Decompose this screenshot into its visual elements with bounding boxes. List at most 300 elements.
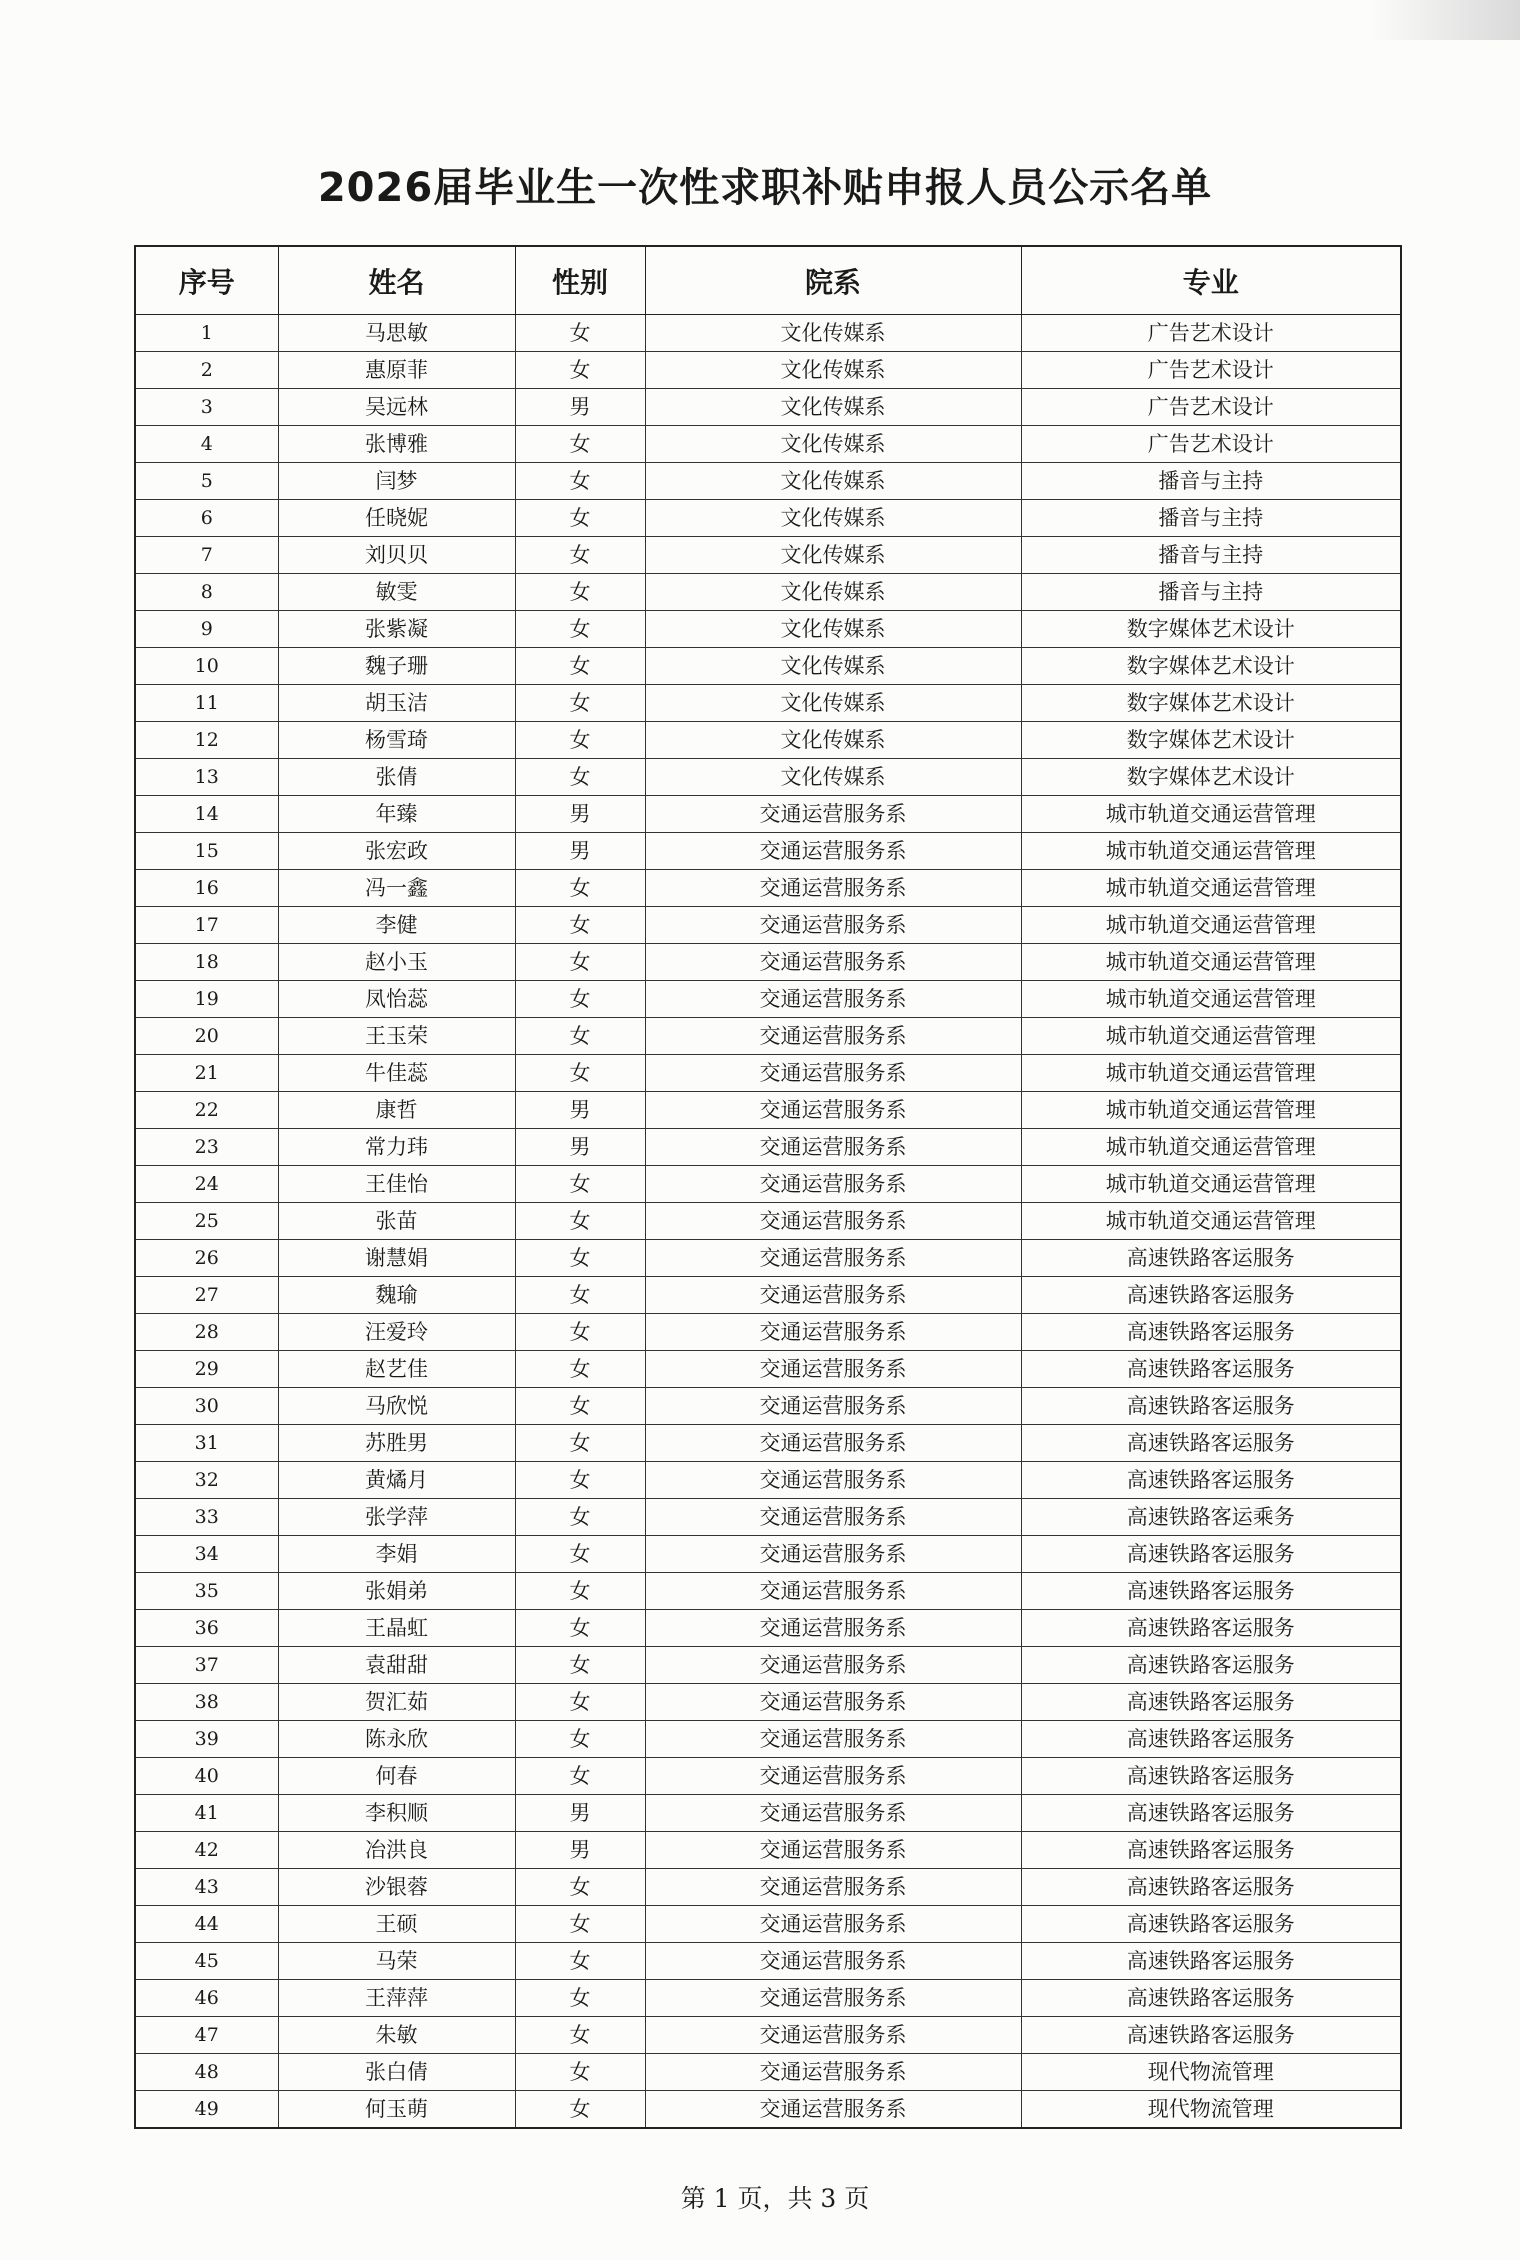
cell-no: 27 xyxy=(135,1277,278,1314)
cell-major: 广告艺术设计 xyxy=(1021,426,1401,463)
cell-name: 何春 xyxy=(278,1758,515,1795)
cell-major: 高速铁路客运服务 xyxy=(1021,1462,1401,1499)
cell-gender: 女 xyxy=(515,944,645,981)
header-serial-number: 序号 xyxy=(135,246,278,315)
document-title: 2026届毕业生一次性求职补贴申报人员公示名单 xyxy=(317,165,1213,211)
table-body xyxy=(135,315,1401,2129)
table-row xyxy=(135,389,1401,426)
table-row xyxy=(135,1277,1401,1314)
cell-major: 播音与主持 xyxy=(1021,500,1401,537)
cell-name: 李娟 xyxy=(278,1536,515,1573)
cell-name: 冯一鑫 xyxy=(278,870,515,907)
cell-gender: 女 xyxy=(515,1721,645,1758)
cell-no: 45 xyxy=(135,1943,278,1980)
cell-gender: 女 xyxy=(515,981,645,1018)
cell-no: 42 xyxy=(135,1832,278,1869)
header-name: 姓名 xyxy=(278,246,515,315)
cell-major: 高速铁路客运服务 xyxy=(1021,1906,1401,1943)
cell-major: 数字媒体艺术设计 xyxy=(1021,685,1401,722)
table-row xyxy=(135,1462,1401,1499)
cell-gender: 女 xyxy=(515,1055,645,1092)
cell-gender: 女 xyxy=(515,870,645,907)
cell-major: 数字媒体艺术设计 xyxy=(1021,759,1401,796)
cell-major: 城市轨道交通运营管理 xyxy=(1021,796,1401,833)
table-row xyxy=(135,1795,1401,1832)
cell-no: 4 xyxy=(135,426,278,463)
table-row xyxy=(135,537,1401,574)
cell-name: 马欣悦 xyxy=(278,1388,515,1425)
header-department: 院系 xyxy=(645,246,1021,315)
cell-major: 高速铁路客运服务 xyxy=(1021,1573,1401,1610)
cell-no: 32 xyxy=(135,1462,278,1499)
cell-name: 王萍萍 xyxy=(278,1980,515,2017)
cell-name: 任晓妮 xyxy=(278,500,515,537)
cell-department: 文化传媒系 xyxy=(645,315,1021,352)
cell-gender: 男 xyxy=(515,1129,645,1166)
cell-no: 33 xyxy=(135,1499,278,1536)
cell-name: 沙银蓉 xyxy=(278,1869,515,1906)
table-row xyxy=(135,870,1401,907)
cell-name: 汪爱玲 xyxy=(278,1314,515,1351)
cell-name: 张紫凝 xyxy=(278,611,515,648)
table-row xyxy=(135,1240,1401,1277)
table-row xyxy=(135,426,1401,463)
cell-gender: 女 xyxy=(515,352,645,389)
cell-no: 25 xyxy=(135,1203,278,1240)
cell-gender: 女 xyxy=(515,2054,645,2091)
cell-name: 朱敏 xyxy=(278,2017,515,2054)
cell-major: 高速铁路客运服务 xyxy=(1021,1684,1401,1721)
cell-gender: 男 xyxy=(515,1832,645,1869)
cell-name: 王玉荣 xyxy=(278,1018,515,1055)
cell-name: 李积顺 xyxy=(278,1795,515,1832)
cell-no: 38 xyxy=(135,1684,278,1721)
cell-name: 年臻 xyxy=(278,796,515,833)
table-row xyxy=(135,574,1401,611)
table-row xyxy=(135,1129,1401,1166)
table-row xyxy=(135,1351,1401,1388)
table-row xyxy=(135,1647,1401,1684)
table-row xyxy=(135,685,1401,722)
cell-name: 凤怡蕊 xyxy=(278,981,515,1018)
cell-name: 谢慧娟 xyxy=(278,1240,515,1277)
cell-major: 播音与主持 xyxy=(1021,574,1401,611)
cell-no: 41 xyxy=(135,1795,278,1832)
cell-name: 张倩 xyxy=(278,759,515,796)
cell-gender: 女 xyxy=(515,1314,645,1351)
cell-department: 交通运营服务系 xyxy=(645,1240,1021,1277)
table-row xyxy=(135,648,1401,685)
cell-name: 陈永欣 xyxy=(278,1721,515,1758)
cell-major: 高速铁路客运服务 xyxy=(1021,2017,1401,2054)
cell-major: 城市轨道交通运营管理 xyxy=(1021,1129,1401,1166)
cell-major: 高速铁路客运服务 xyxy=(1021,1980,1401,2017)
cell-gender: 女 xyxy=(515,1166,645,1203)
cell-gender: 女 xyxy=(515,1869,645,1906)
cell-no: 2 xyxy=(135,352,278,389)
cell-department: 交通运营服务系 xyxy=(645,1721,1021,1758)
cell-name: 王晶虹 xyxy=(278,1610,515,1647)
cell-name: 牛佳蕊 xyxy=(278,1055,515,1092)
cell-gender: 女 xyxy=(515,1647,645,1684)
cell-no: 40 xyxy=(135,1758,278,1795)
cell-no: 9 xyxy=(135,611,278,648)
cell-major: 城市轨道交通运营管理 xyxy=(1021,1055,1401,1092)
cell-major: 高速铁路客运服务 xyxy=(1021,1869,1401,1906)
cell-major: 数字媒体艺术设计 xyxy=(1021,722,1401,759)
cell-name: 黄燏月 xyxy=(278,1462,515,1499)
table-row xyxy=(135,1314,1401,1351)
cell-department: 交通运营服务系 xyxy=(645,944,1021,981)
cell-major: 数字媒体艺术设计 xyxy=(1021,611,1401,648)
cell-department: 交通运营服务系 xyxy=(645,1795,1021,1832)
table-row xyxy=(135,1536,1401,1573)
cell-gender: 女 xyxy=(515,1499,645,1536)
table-row xyxy=(135,2054,1401,2091)
table-row xyxy=(135,2091,1401,2129)
header-gender: 性别 xyxy=(515,246,645,315)
cell-gender: 女 xyxy=(515,1018,645,1055)
cell-major: 数字媒体艺术设计 xyxy=(1021,648,1401,685)
cell-gender: 女 xyxy=(515,1425,645,1462)
cell-department: 交通运营服务系 xyxy=(645,1277,1021,1314)
cell-major: 城市轨道交通运营管理 xyxy=(1021,981,1401,1018)
cell-department: 交通运营服务系 xyxy=(645,1906,1021,1943)
cell-name: 魏子珊 xyxy=(278,648,515,685)
cell-department: 交通运营服务系 xyxy=(645,981,1021,1018)
table-row xyxy=(135,1610,1401,1647)
cell-department: 交通运营服务系 xyxy=(645,1388,1021,1425)
cell-major: 高速铁路客运服务 xyxy=(1021,1277,1401,1314)
cell-major: 高速铁路客运服务 xyxy=(1021,1425,1401,1462)
table-row xyxy=(135,1092,1401,1129)
cell-no: 36 xyxy=(135,1610,278,1647)
cell-department: 交通运营服务系 xyxy=(645,1869,1021,1906)
scan-edge-shadow xyxy=(1370,0,1520,40)
cell-name: 赵小玉 xyxy=(278,944,515,981)
cell-no: 44 xyxy=(135,1906,278,1943)
cell-major: 播音与主持 xyxy=(1021,537,1401,574)
cell-department: 交通运营服务系 xyxy=(645,1684,1021,1721)
table-row xyxy=(135,981,1401,1018)
cell-major: 广告艺术设计 xyxy=(1021,315,1401,352)
table-row xyxy=(135,833,1401,870)
cell-no: 19 xyxy=(135,981,278,1018)
cell-no: 14 xyxy=(135,796,278,833)
cell-no: 5 xyxy=(135,463,278,500)
table-row xyxy=(135,1721,1401,1758)
table-row xyxy=(135,1906,1401,1943)
cell-major: 城市轨道交通运营管理 xyxy=(1021,907,1401,944)
cell-department: 交通运营服务系 xyxy=(645,2091,1021,2129)
table-row xyxy=(135,1684,1401,1721)
cell-gender: 女 xyxy=(515,1351,645,1388)
table-row xyxy=(135,1832,1401,1869)
cell-gender: 女 xyxy=(515,1277,645,1314)
cell-name: 李健 xyxy=(278,907,515,944)
cell-department: 交通运营服务系 xyxy=(645,796,1021,833)
cell-major: 现代物流管理 xyxy=(1021,2054,1401,2091)
cell-department: 交通运营服务系 xyxy=(645,1314,1021,1351)
cell-no: 20 xyxy=(135,1018,278,1055)
cell-gender: 男 xyxy=(515,833,645,870)
cell-no: 46 xyxy=(135,1980,278,2017)
cell-gender: 女 xyxy=(515,1943,645,1980)
cell-name: 张博雅 xyxy=(278,426,515,463)
cell-major: 高速铁路客运服务 xyxy=(1021,1758,1401,1795)
cell-name: 闫梦 xyxy=(278,463,515,500)
cell-department: 交通运营服务系 xyxy=(645,1425,1021,1462)
table-row xyxy=(135,907,1401,944)
cell-gender: 女 xyxy=(515,1573,645,1610)
cell-major: 高速铁路客运服务 xyxy=(1021,1610,1401,1647)
cell-gender: 男 xyxy=(515,389,645,426)
cell-department: 交通运营服务系 xyxy=(645,2017,1021,2054)
cell-name: 常力玮 xyxy=(278,1129,515,1166)
cell-name: 张学萍 xyxy=(278,1499,515,1536)
header-major: 专业 xyxy=(1021,246,1401,315)
table-row xyxy=(135,1758,1401,1795)
cell-department: 交通运营服务系 xyxy=(645,870,1021,907)
cell-gender: 女 xyxy=(515,648,645,685)
cell-gender: 女 xyxy=(515,574,645,611)
cell-name: 马荣 xyxy=(278,1943,515,1980)
table-row xyxy=(135,1018,1401,1055)
cell-no: 37 xyxy=(135,1647,278,1684)
cell-major: 播音与主持 xyxy=(1021,463,1401,500)
cell-gender: 女 xyxy=(515,1610,645,1647)
cell-no: 15 xyxy=(135,833,278,870)
cell-department: 交通运营服务系 xyxy=(645,1943,1021,1980)
cell-name: 张白倩 xyxy=(278,2054,515,2091)
cell-no: 49 xyxy=(135,2091,278,2129)
table-row xyxy=(135,1869,1401,1906)
cell-no: 43 xyxy=(135,1869,278,1906)
table-row xyxy=(135,1203,1401,1240)
table-row xyxy=(135,1388,1401,1425)
cell-major: 城市轨道交通运营管理 xyxy=(1021,1092,1401,1129)
cell-gender: 女 xyxy=(515,1203,645,1240)
cell-major: 高速铁路客运服务 xyxy=(1021,1647,1401,1684)
cell-no: 16 xyxy=(135,870,278,907)
cell-name: 刘贝贝 xyxy=(278,537,515,574)
cell-department: 交通运营服务系 xyxy=(645,1647,1021,1684)
cell-department: 文化传媒系 xyxy=(645,722,1021,759)
table-row xyxy=(135,500,1401,537)
table-row xyxy=(135,315,1401,352)
cell-gender: 女 xyxy=(515,1906,645,1943)
cell-major: 城市轨道交通运营管理 xyxy=(1021,1203,1401,1240)
cell-no: 12 xyxy=(135,722,278,759)
table-row xyxy=(135,796,1401,833)
cell-gender: 女 xyxy=(515,1684,645,1721)
table-row xyxy=(135,352,1401,389)
cell-department: 文化传媒系 xyxy=(645,352,1021,389)
cell-department: 交通运营服务系 xyxy=(645,1758,1021,1795)
table-row xyxy=(135,611,1401,648)
cell-major: 高速铁路客运服务 xyxy=(1021,1795,1401,1832)
cell-no: 3 xyxy=(135,389,278,426)
cell-department: 文化传媒系 xyxy=(645,537,1021,574)
cell-department: 交通运营服务系 xyxy=(645,1166,1021,1203)
cell-no: 7 xyxy=(135,537,278,574)
cell-major: 高速铁路客运乘务 xyxy=(1021,1499,1401,1536)
cell-no: 17 xyxy=(135,907,278,944)
cell-name: 赵艺佳 xyxy=(278,1351,515,1388)
cell-gender: 女 xyxy=(515,1240,645,1277)
cell-major: 高速铁路客运服务 xyxy=(1021,1721,1401,1758)
cell-major: 城市轨道交通运营管理 xyxy=(1021,833,1401,870)
table-row xyxy=(135,944,1401,981)
cell-no: 21 xyxy=(135,1055,278,1092)
cell-gender: 女 xyxy=(515,722,645,759)
cell-major: 现代物流管理 xyxy=(1021,2091,1401,2129)
cell-name: 何玉萌 xyxy=(278,2091,515,2129)
table-row xyxy=(135,1573,1401,1610)
cell-no: 29 xyxy=(135,1351,278,1388)
cell-gender: 男 xyxy=(515,796,645,833)
cell-department: 文化传媒系 xyxy=(645,759,1021,796)
table-row xyxy=(135,759,1401,796)
cell-name: 贺汇茹 xyxy=(278,1684,515,1721)
cell-department: 交通运营服务系 xyxy=(645,1018,1021,1055)
cell-gender: 女 xyxy=(515,463,645,500)
cell-gender: 女 xyxy=(515,907,645,944)
cell-gender: 女 xyxy=(515,1536,645,1573)
cell-no: 31 xyxy=(135,1425,278,1462)
cell-name: 张宏政 xyxy=(278,833,515,870)
table-row xyxy=(135,1166,1401,1203)
cell-department: 交通运营服务系 xyxy=(645,1980,1021,2017)
cell-gender: 女 xyxy=(515,1980,645,2017)
cell-major: 高速铁路客运服务 xyxy=(1021,1351,1401,1388)
cell-department: 交通运营服务系 xyxy=(645,833,1021,870)
cell-no: 11 xyxy=(135,685,278,722)
table-row xyxy=(135,1980,1401,2017)
cell-gender: 女 xyxy=(515,2017,645,2054)
table-row xyxy=(135,2017,1401,2054)
cell-gender: 男 xyxy=(515,1092,645,1129)
cell-no: 28 xyxy=(135,1314,278,1351)
cell-department: 交通运营服务系 xyxy=(645,1573,1021,1610)
cell-name: 康哲 xyxy=(278,1092,515,1129)
cell-major: 高速铁路客运服务 xyxy=(1021,1388,1401,1425)
cell-major: 高速铁路客运服务 xyxy=(1021,1314,1401,1351)
cell-name: 马思敏 xyxy=(278,315,515,352)
cell-department: 交通运营服务系 xyxy=(645,1462,1021,1499)
cell-no: 35 xyxy=(135,1573,278,1610)
cell-major: 高速铁路客运服务 xyxy=(1021,1943,1401,1980)
cell-name: 杨雪琦 xyxy=(278,722,515,759)
cell-name: 王硕 xyxy=(278,1906,515,1943)
cell-name: 吴远林 xyxy=(278,389,515,426)
cell-gender: 女 xyxy=(515,537,645,574)
cell-department: 交通运营服务系 xyxy=(645,1610,1021,1647)
cell-department: 文化传媒系 xyxy=(645,611,1021,648)
cell-name: 王佳怡 xyxy=(278,1166,515,1203)
cell-no: 6 xyxy=(135,500,278,537)
cell-department: 文化传媒系 xyxy=(645,685,1021,722)
cell-department: 交通运营服务系 xyxy=(645,1203,1021,1240)
cell-major: 城市轨道交通运营管理 xyxy=(1021,944,1401,981)
cell-no: 26 xyxy=(135,1240,278,1277)
cell-no: 22 xyxy=(135,1092,278,1129)
table-row xyxy=(135,1943,1401,1980)
cell-gender: 女 xyxy=(515,1758,645,1795)
table-row xyxy=(135,722,1401,759)
cell-department: 交通运营服务系 xyxy=(645,1536,1021,1573)
cell-department: 文化传媒系 xyxy=(645,500,1021,537)
table-row xyxy=(135,463,1401,500)
page-number: 第 1 页，共 3 页 xyxy=(680,2184,870,2213)
cell-no: 8 xyxy=(135,574,278,611)
cell-no: 18 xyxy=(135,944,278,981)
cell-department: 文化传媒系 xyxy=(645,648,1021,685)
cell-name: 惠原菲 xyxy=(278,352,515,389)
table-header xyxy=(135,246,1401,315)
cell-gender: 女 xyxy=(515,685,645,722)
cell-no: 1 xyxy=(135,315,278,352)
cell-major: 高速铁路客运服务 xyxy=(1021,1832,1401,1869)
cell-department: 文化传媒系 xyxy=(645,426,1021,463)
cell-major: 广告艺术设计 xyxy=(1021,389,1401,426)
cell-department: 交通运营服务系 xyxy=(645,1129,1021,1166)
cell-department: 文化传媒系 xyxy=(645,389,1021,426)
cell-major: 城市轨道交通运营管理 xyxy=(1021,1018,1401,1055)
cell-department: 文化传媒系 xyxy=(645,574,1021,611)
cell-department: 交通运营服务系 xyxy=(645,1055,1021,1092)
cell-gender: 女 xyxy=(515,500,645,537)
cell-name: 敏雯 xyxy=(278,574,515,611)
cell-gender: 女 xyxy=(515,1462,645,1499)
cell-department: 交通运营服务系 xyxy=(645,2054,1021,2091)
cell-no: 48 xyxy=(135,2054,278,2091)
cell-name: 张娟弟 xyxy=(278,1573,515,1610)
table-row xyxy=(135,1425,1401,1462)
cell-department: 文化传媒系 xyxy=(645,463,1021,500)
cell-no: 24 xyxy=(135,1166,278,1203)
cell-department: 交通运营服务系 xyxy=(645,1092,1021,1129)
cell-name: 苏胜男 xyxy=(278,1425,515,1462)
cell-department: 交通运营服务系 xyxy=(645,1499,1021,1536)
cell-major: 城市轨道交通运营管理 xyxy=(1021,1166,1401,1203)
cell-department: 交通运营服务系 xyxy=(645,907,1021,944)
cell-gender: 女 xyxy=(515,1388,645,1425)
cell-no: 10 xyxy=(135,648,278,685)
cell-gender: 女 xyxy=(515,426,645,463)
cell-no: 30 xyxy=(135,1388,278,1425)
header-row xyxy=(135,246,1401,315)
cell-major: 高速铁路客运服务 xyxy=(1021,1536,1401,1573)
cell-major: 高速铁路客运服务 xyxy=(1021,1240,1401,1277)
cell-gender: 女 xyxy=(515,315,645,352)
cell-no: 23 xyxy=(135,1129,278,1166)
cell-gender: 女 xyxy=(515,611,645,648)
applicant-table xyxy=(134,245,1402,2129)
cell-department: 交通运营服务系 xyxy=(645,1351,1021,1388)
cell-gender: 女 xyxy=(515,759,645,796)
cell-no: 47 xyxy=(135,2017,278,2054)
cell-name: 胡玉洁 xyxy=(278,685,515,722)
table-row xyxy=(135,1055,1401,1092)
cell-no: 39 xyxy=(135,1721,278,1758)
cell-gender: 女 xyxy=(515,2091,645,2129)
cell-major: 广告艺术设计 xyxy=(1021,352,1401,389)
cell-name: 袁甜甜 xyxy=(278,1647,515,1684)
cell-major: 城市轨道交通运营管理 xyxy=(1021,870,1401,907)
cell-name: 冶洪良 xyxy=(278,1832,515,1869)
cell-gender: 男 xyxy=(515,1795,645,1832)
